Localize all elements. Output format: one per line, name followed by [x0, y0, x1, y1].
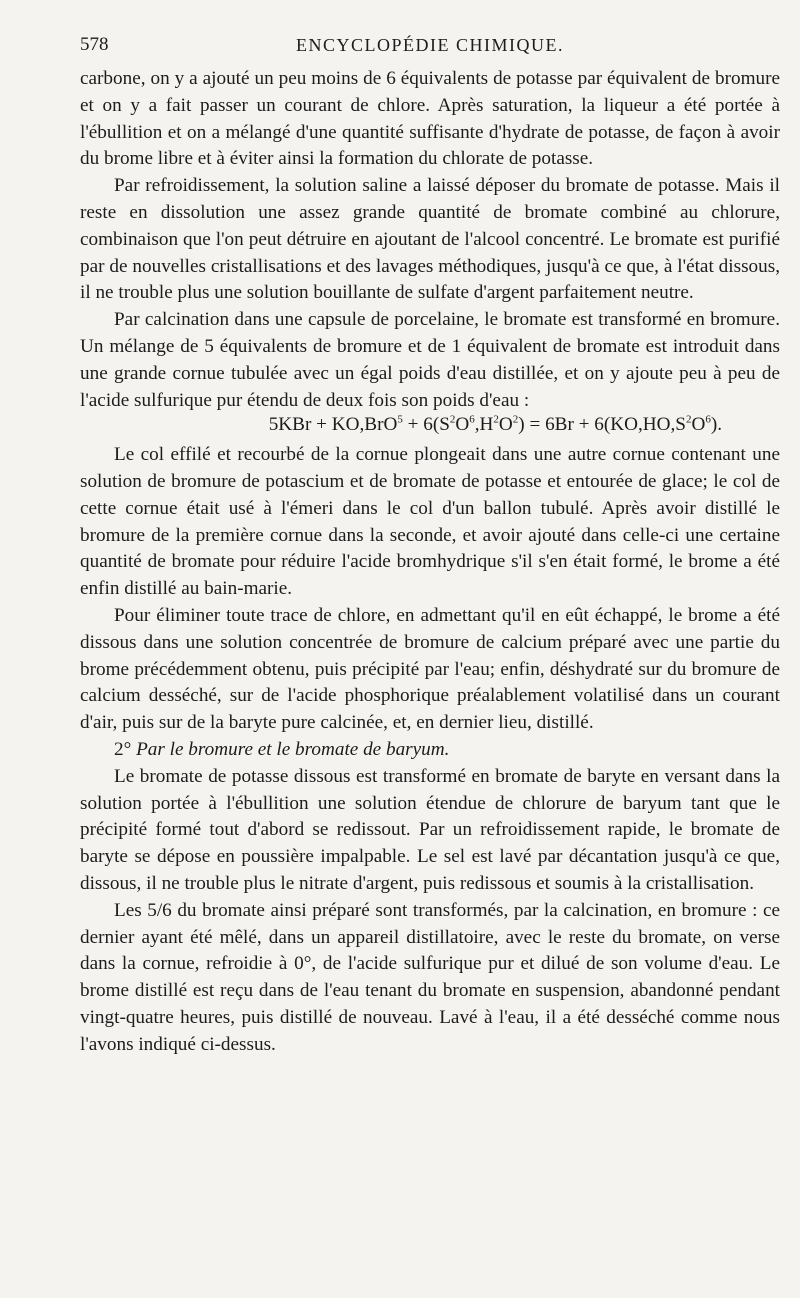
paragraph-3: Par calcination dans une capsule de porcelaine, le bromate est transformé en bromure. Un mélange de 5 équivalents de bromure et de 1 équivalent de bromate est introduit dans une grande cornue tubulée avec un égal poids d'eau distillée, et on y ajoute peu à peu de l'acide sulfurique pur étendu de deux fois son poids d'eau : — [80, 309, 780, 411]
paragraph-7: Le bromate de potasse dissous est transformé en bromate de baryte en versant dans la solution portée à l'ébullition une solution étendue de chlorure de baryum tant que le précipité formé tout d'abord se redissout. Par un refroidissement rapide, le bromate de baryte se dépose en poussière impalpable. Le sel est lavé par décantation jusqu'à ce que, dissous, il ne trouble plus le nitrate d'argent, puis redissous et soumis à la cristallisation. — [80, 765, 780, 894]
paragraph-4: Le col effilé et recourbé de la cornue plongeait dans une autre cornue contenant une solution de bromure de potascium et de bromate de potasse et entourée de glace; le col de cette cornue était usé à l'émeri dans le col d'un ballon tubulé. Après avoir distillé le bromure de la première cornue dans la seconde, et avoir ajouté dans celle-ci une certaine quantité de bromate pour réduire l'acide bromhydrique s'il s'en était formé, le brome a été enfin distillé au bain-marie. — [80, 444, 780, 600]
paragraph-1: carbone, on y a ajouté un peu moins de 6 équivalents de potasse par équivalent de bromure et on y a fait passer un courant de chlore. Après saturation, la liqueur a été portée à l'ébullition et on a mélangé d'une quantité suffisante d'hydrate de potasse, de façon à avoir du brome libre et à éviter ainsi la formation du chlorate de potasse. — [80, 68, 780, 170]
body-text — [80, 66, 780, 1058]
paragraph-5: Pour éliminer toute trace de chlore, en admettant qu'il en eût échappé, le brome a été dissous dans une solution concentrée de bromure de calcium préparé avec une partie du brome précédemment obtenu, puis précipité par l'eau; enfin, déshydraté sur du bromure de calcium desséché, sur de l'acide phosphorique préalablement volatilisé dans un courant d'air, puis sur de la baryte pure calcinée, et, en dernier lieu, distillé. — [80, 604, 780, 734]
paragraph-8: Les 5/6 du bromate ainsi préparé sont transformés, par la calcination, en bromure : ce dernier ayant été mêlé, dans un appareil distillatoire, avec le reste du bromate, on verse dans la cornue, refroidie à 0°, de l'acide sulfurique pur et dilué de son volume d'eau. Le brome distillé est reçu dans de l'eau tenant du bromate en suspension, abandonné pendant vingt-quatre heures, puis distillé de nouveau. Lavé à l'eau, il a été desséché comme nous l'avons indiqué ci-dessus. — [80, 899, 780, 1055]
chemical-equation: $5KBr + KO,BrO^5 + 6(S^2O^6,H^2O^2) = 6Br + 6(KO,HO,S^2O^6)$. — [268, 413, 722, 436]
section-title: Par le bromure et le bromate de baryum. — [136, 738, 450, 760]
page-number: 578 — [80, 34, 109, 55]
running-title: ENCYCLOPÉDIE CHIMIQUE. — [296, 35, 564, 55]
page-header — [80, 34, 780, 60]
paragraph-2: Par refroidissement, la solution saline a laissé déposer du bromate de potasse. Mais il reste en dissolution une assez grande quantité de bromate combiné au chlorure, combinaison que l'on peut détruire en ajoutant de l'alcool concentré. Le bromate est purifié par de nouvelles cristallisations et des lavages méthodiques, jusqu'à ce que, à l'état dissous, il ne trouble plus une solution bouillante de sulfate d'argent parfaitement neutre. — [80, 175, 780, 304]
section-number: 2° — [114, 738, 132, 760]
section-heading — [80, 737, 780, 764]
